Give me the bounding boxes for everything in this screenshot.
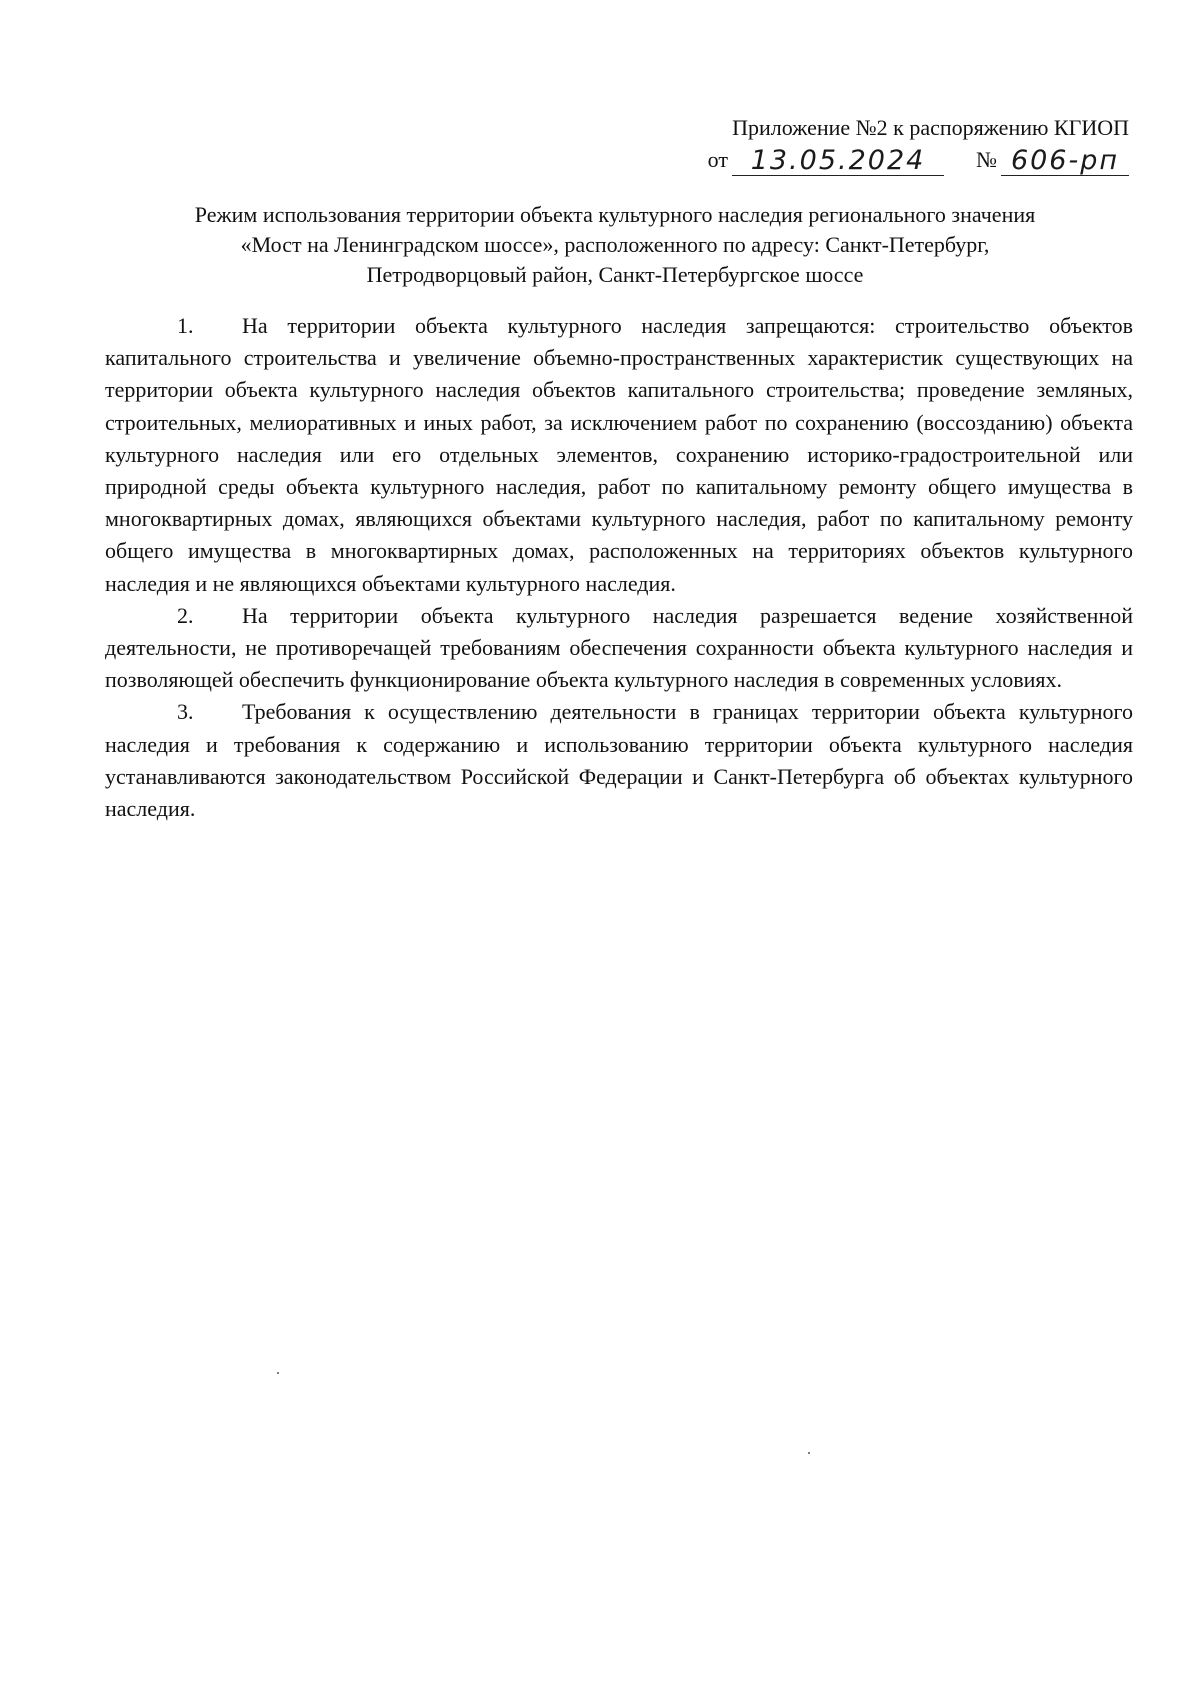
scan-speck [277,1372,279,1374]
handwritten-order-number: 606-рп [1001,147,1129,176]
document-header [629,112,1129,176]
number-sign: № [976,147,997,172]
title-line: «Мост на Ленинградском шоссе», расположенного по адресу: Санкт-Петербург, [240,232,990,257]
title-line: Режим использования территории объекта культурного наследия регионального значения [194,202,1036,227]
handwritten-date: 13.05.2024 [732,147,944,176]
paragraph-number: 3. [177,699,194,725]
paragraph-text: На территории объекта культурного наследия разрешается ведение хозяйственной деятельности, не противоречащей требованиям обеспечения сохранности объекта культурного наследия и позволяющей обеспечить функционирование объекта культурного наследия в современных условиях. [105,602,1133,693]
paragraph-3 [105,696,1133,825]
paragraph-text: На территории объекта культурного наследия запрещаются: строительство объектов капитального строительства и увеличение объемно-пространственных характеристик существующих на территории объекта культурного наследия объектов капитального строительства; проведение земляных, строительных, мелиоративных и иных работ, за исключением работ по сохранению (воссозданию) объекта культурного наследия или его отдельных элементов, сохранению историко-градостроительной или природной среды объекта культурного наследия, работ по капитальному ремонту общего имущества в многоквартирных домах, являющихся объектами культурного наследия, работ по капитальному ремонту общего имущества в многоквартирных домах, расположенных на территориях объектов культурного наследия и не являющихся объектами культурного наследия. [105,313,1133,596]
paragraph-2 [105,600,1133,697]
from-label: от [707,147,728,172]
order-reference-line [629,144,1129,176]
document-body [105,310,1133,825]
paragraph-1 [105,310,1133,600]
paragraph-number: 1. [177,313,194,338]
paragraph-number: 2. [177,602,194,628]
appendix-reference: Приложение №2 к распоряжению КГИОП [732,115,1129,140]
paragraph-text: Требования к осуществлению деятельности в границах территории объекта культурного наследия и требования к содержанию и использованию территории объекта культурного наследия устанавливаются законодательством Российской Федерации и Санкт-Петербурга об объектах культурного наследия. [105,699,1133,822]
document-title [100,200,1130,290]
title-line: Петродворцовый район, Санкт-Петербургское шоссе [366,262,864,287]
scan-speck [808,1452,810,1454]
